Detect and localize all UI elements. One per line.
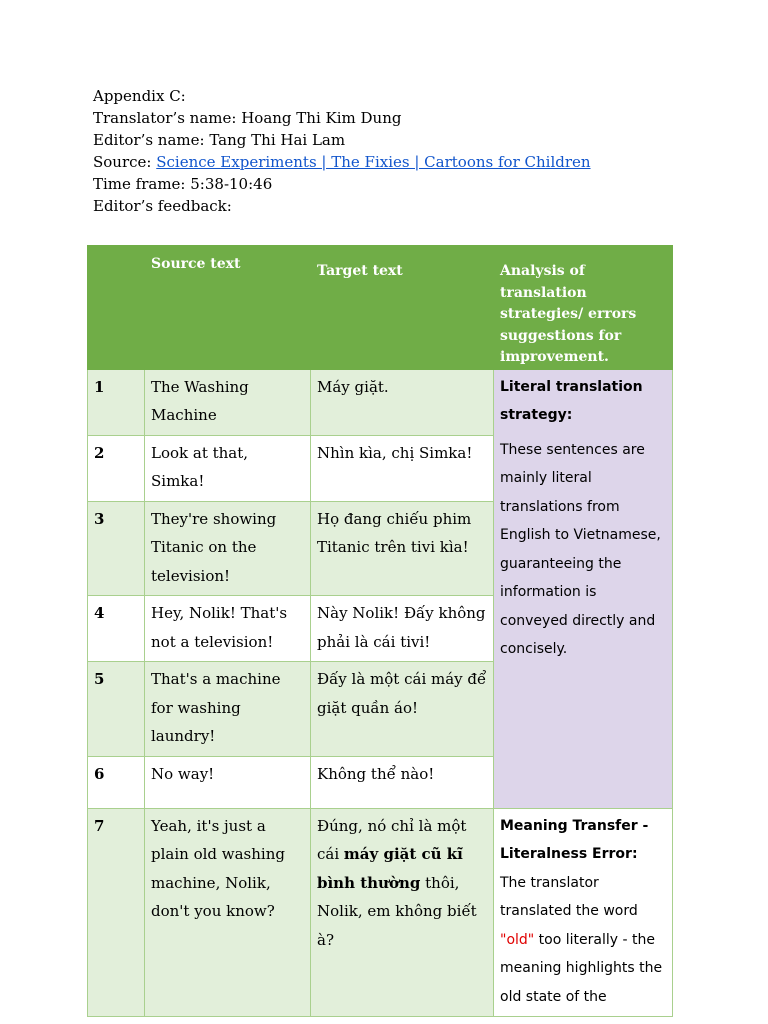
target-cell: Đấy là một cái máy để giặt quần áo! — [311, 662, 494, 757]
target-text-pre: Đúng, nó chỉ là một cái — [317, 816, 467, 863]
target-cell — [311, 808, 494, 1017]
table-row — [88, 369, 673, 435]
analysis-error-text-b: too literally - the meaning highlights the old state of the — [500, 931, 663, 1005]
target-text-bold: máy giặt cũ kĩ bình thường — [317, 845, 463, 892]
row-number: 1 — [88, 369, 145, 435]
column-header-target: Target text — [311, 246, 494, 370]
target-cell: Máy giặt. — [311, 369, 494, 435]
source-cell: Yeah, it's just a plain old washing machine, Nolik, don't you know? — [145, 808, 311, 1017]
source-label: Source: — [93, 153, 157, 171]
row-number: 7 — [88, 808, 145, 1017]
target-cell: Nhìn kìa, chị Simka! — [311, 435, 494, 501]
appendix-label: Appendix C: — [93, 87, 186, 105]
analysis-error-title: Meaning Transfer - Literalness Error: — [500, 817, 649, 862]
column-header-number — [88, 246, 145, 370]
analysis-error-text-a: The translator translated the word — [500, 874, 638, 919]
source-cell: That's a machine for washing laundry! — [145, 662, 311, 757]
editor-name: Editor’s name: Tang Thi Hai Lam — [93, 131, 346, 149]
column-header-analysis: Analysis of translation strategies/ errors suggestions for improvement. — [494, 246, 673, 370]
source-cell: The Washing Machine — [145, 369, 311, 435]
analysis-cell-error — [494, 808, 673, 1017]
analysis-cell-literal — [494, 369, 673, 808]
column-header-source: Source text — [145, 246, 311, 370]
source-cell: Hey, Nolik! That's not a television! — [145, 596, 311, 662]
document-header — [93, 85, 591, 217]
source-cell: They're showing Titanic on the television! — [145, 501, 311, 596]
target-cell: Họ đang chiếu phim Titanic trên tivi kìa! — [311, 501, 494, 596]
source-line — [93, 151, 591, 173]
source-cell: No way! — [145, 756, 311, 808]
time-frame: Time frame: 5:38-10:46 — [93, 175, 273, 193]
analysis-body: These sentences are mainly literal translations from English to Vietnamese, guaranteeing the information is conveyed directly and concisely. — [500, 441, 661, 657]
translator-name: Translator’s name: Hoang Thi Kim Dung — [93, 109, 402, 127]
table-row — [88, 808, 673, 1017]
row-number: 2 — [88, 435, 145, 501]
target-text-post: thôi, Nolik, em không biết à? — [317, 873, 477, 949]
editor-feedback-label: Editor’s feedback: — [93, 197, 232, 215]
row-number: 3 — [88, 501, 145, 596]
row-number: 4 — [88, 596, 145, 662]
row-number: 5 — [88, 662, 145, 757]
analysis-title: Literal translation strategy: — [500, 378, 643, 423]
target-cell: Này Nolik! Đấy không phải là cái tivi! — [311, 596, 494, 662]
translation-table — [87, 245, 673, 1017]
row-number: 6 — [88, 756, 145, 808]
table-header-row — [88, 246, 673, 370]
source-cell: Look at that, Simka! — [145, 435, 311, 501]
source-link[interactable]: Science Experiments | The Fixies | Cartoons for Children — [156, 153, 591, 171]
analysis-error-highlight: "old" — [500, 931, 535, 948]
target-cell: Không thể nào! — [311, 756, 494, 808]
